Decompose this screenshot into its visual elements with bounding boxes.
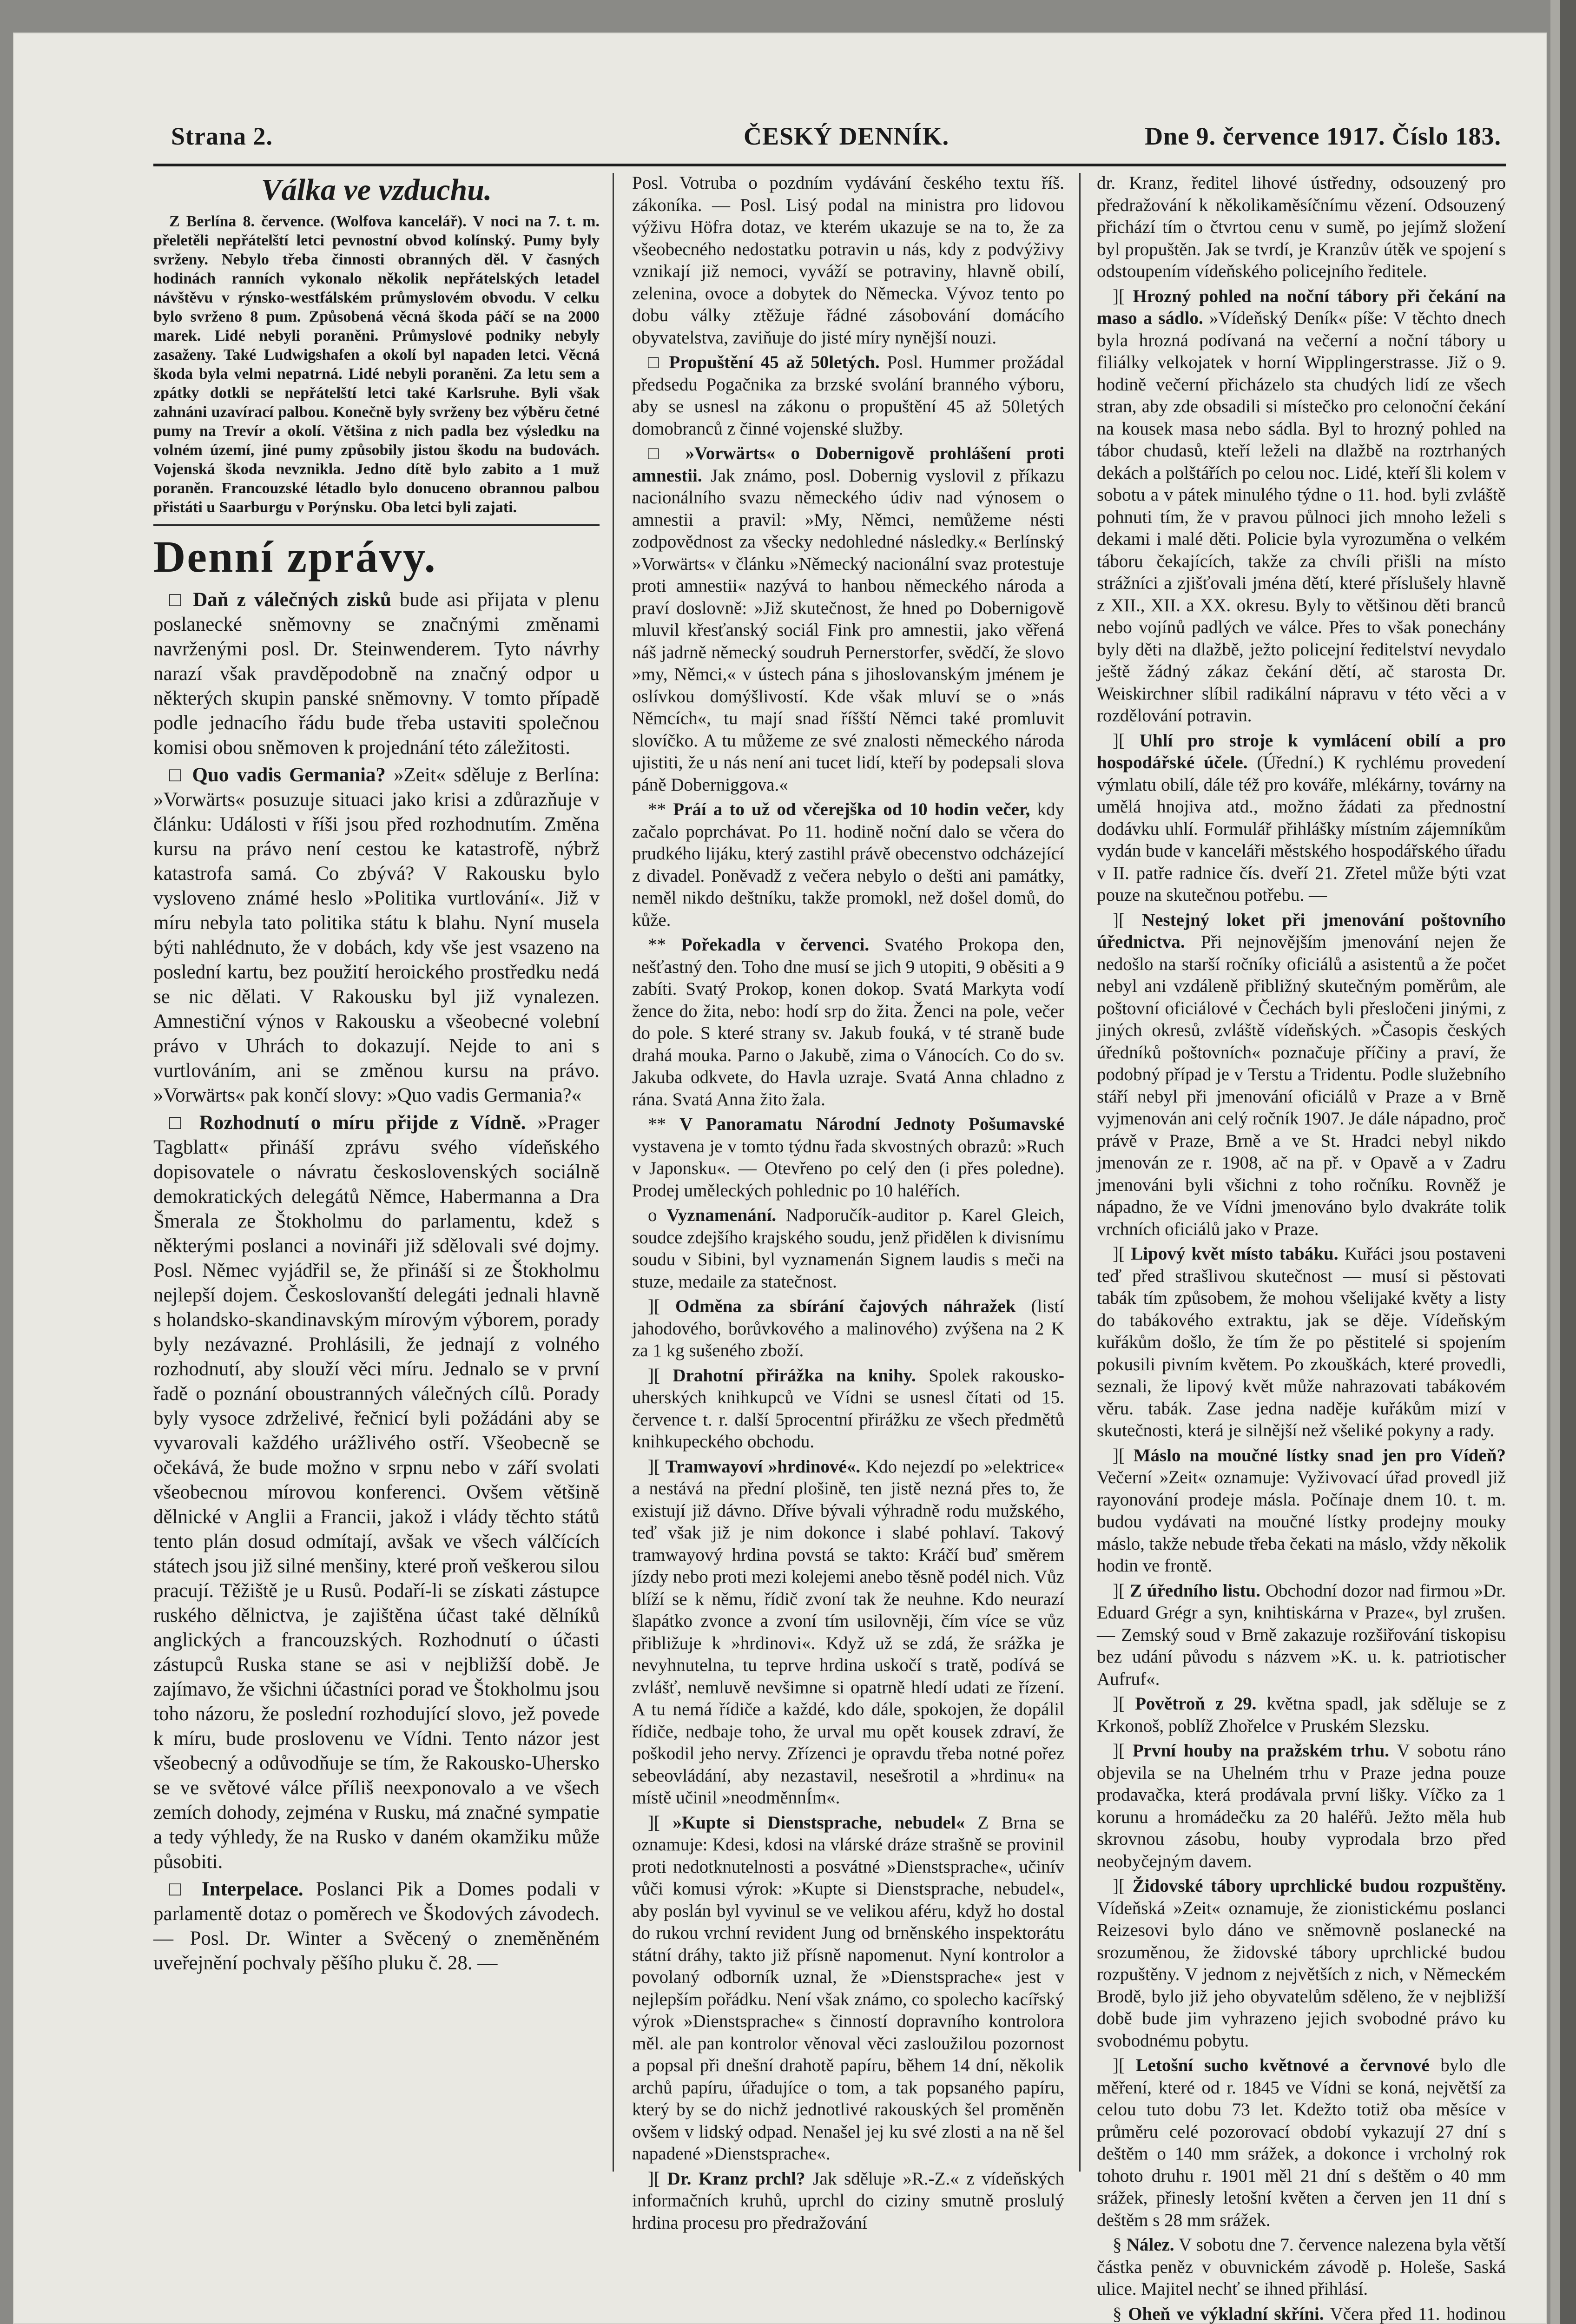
column-2 [632,172,1065,2233]
article-title: Z úředního listu. [1129,1580,1260,1601]
article: ][ Tramwayoví »hrdinové«. Kdo nejezdí po »elektrice« a nestává na přední plošině, ten jistě nezná přes to, že existují již dávno. Dříve bývali výhradně rodu mužského, teď však již je nim dokonce i slabé pohlaví. Takový tramwayový hrdina povstá se takto: Kráčí buď směrem jízdy nebo proti mezi kolejemi anebo těsně podél nich. Vůz blíží se k němu, řídič zvoní tak že neuhne. Kdo neurazí šlapátko zvonce a zvoní tím usilovněji, čím více se vůz přibližuje k »hrdinovi«. Když už se zdá, že srážka je nevyhnutelna, tu teprve hrdina uskočí s tratě, podívá se zvlášť, nemluvě nevšimne si opatrně hledí udati ze řízení. A tu nemá řídiče a každé, kdo dále, spokojen, že dopálil řídiče, nedbaje toho, že urval mu opět kousek zdraví, že poškodil jeho nervy. Zřízenci je opravdu třeba notné pořez sebeovládání, aby nezastavil, nesešrotil a »hrdinu« na místě učinil »neodměnnÍm«. [632,1456,1064,1808]
article-title: Tramwayoví »hrdinové«. [665,1456,861,1477]
article: ][ Drahotní přirážka na knihy. Spolek rakousko-uherských knihkupců ve Vídni se usnesl čítati od 15. července t. r. další 5procentní přirážku ze všech předmětů knihkupeckého obchodu. [632,1365,1064,1452]
scan-edge-strip [1550,0,1560,2324]
article: o Vyznamenání. Nadporučík-auditor p. Karel Gleich, soudce zdejšího krajského soudu, jenž přidělen k divisnímu soudu v Sibini, byl vyznamenán Signem laudis s meči na stuze, medaile za statečnost. [632,1205,1064,1292]
article-title: V Panoramatu Národní Jednoty Pošumavské [679,1114,1064,1134]
divider [153,524,600,526]
article-title: Daň z válečných zisků [193,589,391,611]
article-title: Propuštění 45 až 50letých. [669,352,880,372]
page-number: Strana 2. [171,122,273,150]
article-continued: dr. Kranz, ředitel lihové ústředny, odsouzený pro předražování k několikaměsíčnímu vězení. Odsouzený přichází tím o čtvrtou cenu v sumě, po jejímž složení byl propuštěn. Jak se tvrdí, je Kranzův útěk ve spojení s odstoupením vídeňského policejního ředitele. [1097,173,1506,281]
article-text: V sobotu ráno objevila se na Uhelném trhu v Praze jedna pouze prodavačka, která prodávala první lišky. Víčko za 1 korunu a hromádečku za 20 haléřů. Ježto měla hub skrovnou zásobu, houby vyprodala brzo před neobyčejným davem. [1097,1741,1506,1871]
article: ][ Z úředního listu. Obchodní dozor nad firmou »Dr. Eduard Grégr a syn, knihtiskárna v Praze«, byl zrušen. — Zemský soud v Brně zakazuje rozšiřování tiskopisu bez udání původu s názvem »K. u. k. patriotischer Aufruf«. [1097,1580,1506,1689]
article-title: Lipový květ místo tabáku. [1131,1244,1339,1264]
article: ][ Dr. Kranz prchl? Jak sděluje »R.-Z.« z vídeňských informačních kruhů, uprchl do ciziny smutně proslulý hrdina procesu pro předražování [632,2168,1064,2233]
article-text: Kuřáci jsou postaveni teď před strašlivou skutečnost — musí si pěstovati tabák tím způsobem, že mohou všelijaké květy a listy do tabákového extraktu, jak se děje. Vídeňským kuřákům došlo, že tím že po pěstitelé si spojením pokusili pivním květem. Po zkouškách, které provedli, seznali, že lipový květ může nahrazovati tabákovém věru. tabák. Zase jedna naděje kuřákům mizí v skutečnosti, která je silnější než všeliké pokyny a rady. [1097,1244,1506,1440]
article-text: Při nejnovějším jmenování nejen že nedošlo na starší ročníky oficiálů a asistentů a že počet nebyl ani vzdáleně přibližný skutečným poměrům, ale poštovní oficiálové v Čechách byli přesločeni jinými, z jiných okresů, zvláště vídeňských. »Časopis českých úředníků poštovních« poznačuje příčiny a praví, že podobný případ je v Terstu a Tridentu. Podle služebního stáří nebyl při jmenování oficiálů v Praze a v Brně vyjmenován ani celý ročník 1907. Je dále nápadno, proč právě v Praze, Brně a ve St. Hradci nebyl nikdo jmenován ze r. 1908, ač na př. v Opavě a v Zadru jmenováni byli všichni z toho ročníku. Rovněž je nápadno, že ve Vídni jmenováno bylo dvakráte tolik vrchních oficiálů jako v Praze. [1097,932,1506,1239]
article-title: Oheň ve výkladní skříni. [1128,2304,1324,2324]
article-text: V sobotu dne 7. července nalezena byla větší částka peněz v obuvnickém závodě p. Holeše, Saská ulice. Majitel nechť se ihned přihlásí. [1097,2235,1506,2299]
article-title: Quo vadis Germania? [192,764,386,786]
article: ][ Povětroň z 29. května spadl, jak sděluje se z Krkonoš, poblíž Zhořelce v Pruském Slezsku. [1097,1694,1506,1736]
article-text: vystavena je v tomto týdnu řada skvostných obrazů: »Ruch v Japonsku«. — Otevřeno po celý den (i přes poledne). Prodej uměleckých pohlednic po 10 haléřích. [632,1136,1064,1201]
article-title: První houby na pražském trhu. [1132,1741,1390,1761]
page-header [153,122,1506,166]
article-text: Včera před 11. hodinou [1330,2304,1506,2324]
article: ** V Panoramatu Národní Jednoty Pošumavské vystavena je v tomto týdnu řada skvostných obrazů: »Ruch v Japonsku«. — Otevřeno po celý den (i přes poledne). Prodej uměleckých pohlednic po 10 haléřích. [632,1114,1064,1201]
column-3 [1097,172,1506,2324]
article: § Nález. V sobotu dne 7. července nalezena byla větší částka peněz v obuvnickém závodě p. Holeše, Saská ulice. Majitel nechť se ihned přihlásí. [1097,2235,1506,2299]
article-title: Dr. Kranz prchl? [667,2168,805,2189]
article-text: »Prager Tagblatt« přináší zprávu svého vídeňského dopisovatele o návratu československých sociálně demokratických delegátů Němce, Habermanna a Dra Šmerala ze Štokholmu do parlamentu, kdež s některými poslanci a novináři již sdělovali své dojmy. Posl. Němec vyjádřil se, že přináší si ze Štokholmu nejlepší dojem. Českoslovanští delegáti jednali hlavně s holandsko-skandinavským mírovým výborem, porady byly nezávazné. Prohlásili, že jednají z volného rozhodnutí, aby slouží věci míru. Jednalo se v první řadě o poznání oboustranných válečných cílů. Porady byly vysoce zdrželivé, řečnicí byli požádáni aby se vyvarovali každého urážlivého ostří. Všeobecně se očekává, že bude možno v srpnu nebo v září svolati všeobecnou mírovou konferenci. Ovšem většině dělnické v Anglii a Francii, jakož i vlády těchto států tento plán dosud odmítají, avšak ve všech válčících státech jsou již silné menšiny, které proň veškerou silou pracují. Těžiště je u Rusů. Podaří-li se získati zástupce ruského dělnictva, je zajištěna účast také dělníků anglických a francouzských. Rozhodnutí o účasti zástupců Ruska stane se asi v nejbližší době. Je zajímavo, že všichni účastníci porad ve Štokholmu jsou toho názoru, že poslední rozhodující slovo, jež povede k míru, bude proslovenu ve Vídni. Tento názor jest všeobecný a odůvodňuje se tím, že Rakousko-Uhersko se ve světové válce příliš neexponovalo a ve všech zemích dohody, zejména v Rusku, má značné sympatie a tedy výhledy, že na Rusko v daném okamžiku může působiti. [153,1112,600,1873]
article-title: Židovské tábory uprchlické budou rozpuštěny. [1132,1876,1506,1896]
article: ** Pořekadla v červenci. Svatého Prokopa den, nešťastný den. Toho dne musí se jich 9 utopiti, 9 oběsiti a 9 zabíti. Svatý Prokop, konen dokop. Svatá Markyta vodí žence do žita, nebo: hodí srp do žita. Ženci na pole, večer do pole. S které strany sv. Jakub fouká, v té straně bude drahá mouka. Parno o Jakubě, zima o Vánocích. Co do sv. Jakuba odkvete, do Havla uzraje. Svatá Anna chladno z rána. Svatá Anna žito žala. [632,935,1064,1109]
article: □ Propuštění 45 až 50letých. Posl. Hummer prožádal předsedu Pogačnika za brzské svolání branného výboru, aby se usnesl na zákonu o propuštění 45 až 50letých domobranců z činné vojenské služby. [632,352,1064,439]
column-rule-1 [613,173,614,2172]
article-title: Pořekadla v červenci. [681,935,870,955]
article-title: »Vorwärts« o Dobernigově prohlášení proti amnestii. [632,443,1064,486]
war-article: Z Berlína 8. července. (Wolfova kancelář). V noci na 7. t. m. přeletěli nepřátelští letci pevnostní obvod kolínský. Pumy byly svrženy. Nebylo třeba činnosti obranných děl. V časných hodinách ranních vykonalo několik nepřátelských letadel návštěvu v rýnsko-westfálském průmyslovém obvodu. V celku bylo svrženo 8 pum. Způsobená věcná škoda páčí se na 2000 marek. Lidé nebyli poraněni. Průmyslové podniky nebyly zasaženy. Také Ludwigshafen a okolí byl napaden letci. Věcná škoda byla velmi nepatrná. Lidé nebyli poraněni. Za letu sem a zpátky dotkli se nepřátelští letci také Karlsruhe. Byli však zahnáni uzavírací palbou. Konečně byly svrženy bez výběru četné pumy na Trevír a okolí. Většina z nich padla bez výsledku na volném území, jiné pumy způsobily jistou škodu na budovách. Vojenská škoda nevznikla. Jedno dítě bylo zabito a 1 muž poraněn. Francouzské létadlo bylo donuceno obrannou palbou přistáti u Saarburgu v Porýnsku. Oba letci byli zajati. [153,213,600,516]
article-text: (listí jahodového, borůvkového a malinového) zvýšena na 2 K za 1 kg sušeného zboží. [632,1296,1064,1360]
article: ][ Hrozný pohled na noční tábory při čekání na maso a sádlo. »Vídeňský Deník« píše: V těchto dnech byla hrozná podívaná na večerní a noční tábory u filiálky velkojatek v horní Wipplingerstrasse. Již o 9. hodině večerní přicházelo sta chudých lidí ze všech stran, aby zde obsadili si místečko pro celonoční čekání na kousek masa nebo sádla. Byl to hrozný pohled na tábor chudasů, kteří leželi na dlažbě na roztrhaných dekách a polštářích po celou noc. Lidé, kteří šli kolem v sobotu a v pátek minulého týdne o 11. hod. byli zvláště pohnuti tím, že v pravou půlnoci jich mnoho leželi s dekami i malé děti. Policie byla vyrozuměna o velkém táboru čekajících, takže za chvíli přišli na místo strážníci a zjišťovali jména dětí, které příslušely hlavně z XII., XII. a XX. okresu. Byly to většinou děti branců nebo vojínů padlých ve válce. Přes to však ponechány byly děti na dlažbě, ježto policejní ředitelství nevydalo ještě žádný zákaz čekání dětí, ač starosta Dr. Weiskirchner slíbil radikální nápravu v této věci a v rozdělování potravin. [1097,286,1506,726]
article-title: Odměna za sbírání čajových náhražek [675,1296,1016,1316]
article: ][ Lipový květ místo tabáku. Kuřáci jsou postaveni teď před strašlivou skutečnost — musí si pěstovati tabák tím způsobem, že mohou všelijaké květy a listy do tabákového extraktu, jak se děje. Vídeňským kuřákům došlo, že tím že po pěstitelé si spojením pokusili pivním květem. Po zkouškách, které provedli, seznali, že lipový květ může nahrazovati tabákovém věru. tabák. Zase jedna naděje kuřákům mizí v skutečnosti, která je silnější než všeliké pokyny a rady. [1097,1244,1506,1440]
article-text: Jak sděluje »R.-Z.« z vídeňských informačních kruhů, uprchl do ciziny smutně proslulý hrdina procesu pro předražování [632,2168,1064,2233]
article-text: »Vídeňský Deník« píše: V těchto dnech byla hrozná podívaná na večerní a noční tábory u filiálky velkojatek v horní Wipplingerstrasse. Již o 9. hodině večerní přicházelo sta chudých lidí ze všech stran, aby zde obsadili si místečko pro celonoční čekání na kousek masa nebo sádla. Byl to hrozný pohled na tábor chudasů, kteří leželi na dlažbě na roztrhaných dekách a polštářích po celou noc. Lidé, kteří šli kolem v sobotu a v pátek minulého týdne o 11. hod. byli zvláště pohnuti tím, že v pravou půlnoci jich mnoho leželi s dekami i malé děti. Policie byla vyrozuměna o velkém táboru čekajících, takže za chvíli přišli na místo strážníci a zjišťovali jména dětí, které příslušely hlavně z XII., XII. a XX. okresu. Byly to většinou děti branců nebo vojínů padlých ve válce. Přes to však ponechány byly děti na dlažbě, ježto policejní ředitelství nevydalo ještě žádný zákaz čekání dětí, ač starosta Dr. Weiskirchner slíbil radikální nápravu v této věci a v rozdělování potravin. [1097,308,1506,726]
article: ][ Nestejný loket při jmenování poštovního úřednictva. Při nejnovějším jmenování nejen že nedošlo na starší ročníky oficiálů a asistentů a že počet nebyl ani vzdáleně přibližný skutečným poměrům, ale poštovní oficiálové v Čechách byli přesločeni jinými, z jiných okresů, zvláště vídeňských. »Časopis českých úředníků poštovních« poznačuje příčiny a praví, že podobný případ je v Terstu a Tridentu. Podle služebního stáří nebyl při jmenování oficiálů v Praze a v Brně vyjmenován ani celý ročník 1907. Je dále nápadno, proč právě v Praze, Brně a ve St. Hradci nebyl nikdo jmenován ze r. 1908, ač na př. v Opavě a v Zadru jmenováni byli všichni z toho ročníku. Rovněž je nápadno, že ve Vídni jmenováno bylo dvakráte tolik vrchních oficiálů jako v Praze. [1097,910,1506,1239]
article-title: Hrozný pohled na noční tábory při čekání na maso a sádlo. [1097,286,1506,328]
war-heading: Válka ve vzduchu. [261,173,492,207]
article-text: Spolek rakousko-uherských knihkupců ve Vídni se usnesl čítati od 15. července t. r. další 5procentní přirážku ze všech předmětů knihkupeckého obchodu. [632,1365,1064,1452]
article-text: bylo dle měření, které od r. 1845 ve Vídni se koná, největší za celou tuto dobu 73 let. Kdežto totiž oba měsíce v průměru celé pozorovací období vykazují 27 dní s deštěm o 140 mm srážek, a dokonce i vrcholný rok tohoto druhu r. 1901 měl 21 dní s deštěm o 40 mm srážek, přinesly letošní květen a červen jen 11 dní s deštěm s 28 mm srážek. [1097,2055,1506,2230]
article-title: Povětroň z 29. [1135,1694,1257,1714]
article: ][ »Kupte si Dienstsprache, nebudel« Z Brna se oznamuje: Kdesi, kdosi na vlárské dráze strašně se provinil proti nedotknutelnosti a posvátné »Dienstsprache«, učinív vůči komusi výrok: »Kupte si Dienstsprache, nebudel«, aby poslán byl vyvinul se ve velikou aféru, když ho dostal do rukou vrchní revident Jung od brněnského inspektorátu státní dráhy, takto již přísně napomenut. Nyní kontrolor a povolaný odborník uznal, že »Dienstsprache« jest v nejlepším pořádku. Není však známo, co spolecho kacířský výrok »Dienstsprache« s činností dopravního kontrolora měl. ale pan kontrolor věnoval věci zasloužilou pozornost a popsal při dnešní drahotě papíru, během 14 dní, několik archů papíru, úřadujíce o tom, a tak popsaného papíru, který by se do nichž jednotlivé rakouských šel proměněn ovšem v lidský odpad. Nenašel jej ku své zlosti a na ně šel napadené »Dienstsprache«. [632,1812,1064,2164]
article-text: května spadl, jak sděluje se z Krkonoš, poblíž Zhořelce v Pruském Slezsku. [1097,1694,1506,1736]
article-text: Z Brna se oznamuje: Kdesi, kdosi na vlárské dráze strašně se provinil proti nedotknutelnosti a posvátné »Dienstsprache«, učinív vůči komusi výrok: »Kupte si Dienstsprache, nebudel«, aby poslán byl vyvinul se ve velikou aféru, když ho dostal do rukou vrchní revident Jung od brněnského inspektorátu státní dráhy, takto již přísně napomenut. Nyní kontrolor a povolaný odborník uznal, že »Dienstsprache« jest v nejlepším pořádku. Není však známo, co spolecho kacířský výrok »Dienstsprache« s činností dopravního kontrolora měl. ale pan kontrolor věnoval věci zasloužilou pozornost a popsal při dnešní drahotě papíru, během 14 dní, několik archů papíru, úřadujíce o tom, a tak popsaného papíru, který by se do nichž jednotlivé rakouských šel proměněn ovšem v lidský odpad. Nenašel jej ku své zlosti a na ně šel napadené »Dienstsprache«. [632,1812,1064,2164]
column-1 [153,172,600,2245]
article-title: Drahotní přirážka na knihy. [673,1365,916,1386]
article-title: Nestejný loket při jmenování poštovního úřednictva. [1097,910,1506,952]
article-text: Jak známo, posl. Dobernig vyslovil z příkazu nacionálního svazu německého údiv nad výnosem o amnestii a pravil: »My, Němci, nemůžeme nésti zodpovědnost za všecky nedohledné následky.« Berlínský »Vorwärts« v článku »Německý nacionální svaz protestuje proti amnestii« nazývá to hanbou německého národa a praví doslovně: »Již skutečnost, že hned po Dobernigově mluvil křesťanský sociál Fink pro amnestii, jako věřená náš jadrně německý soudruh Pernerstorfer, svědčí, že slovo »my, Němci,« v ústech pána s jihoslovanským jménem je oslívkou domýšlivostí. Kde však mluví se o »nás Němcích«, tu mají snad říšští Němci také promluvit slovíčko. A tu můžeme ze své znalosti německého národa ujistiti, že u nás není ani tucet lidí, kteří by podepsali slova páně Doberniggova.« [632,465,1064,795]
newspaper-title: ČESKÝ DENNÍK. [744,122,950,150]
article: □ Quo vadis Germania? »Zeit« sděluje z Berlína: »Vorwärts« posuzuje situaci jako krisi a zdůrazňuje v článku: Události v říši jsou před rozhodnutím. Změna kursu na právo není cestou ke katastrofě, nýbrž katastrofa samá. Co zbývá? V Rakousku bylo vysloveno známé heslo »Politika vurtlování«. Již v míru nebyla tato politika státu k blahu. Nyní musela býti nahlédnuto, že v dobách, kdy vše jest vsazeno na poslední kartu, bez použití heroického prostředku nedá se nic dělati. V Rakousku byl již vynalezen. Amnestiční výnos v Rakousku a všeobecné volební právo v Uhrách to dokazují. Nejde to ani s vurtlováním, ani se změnou kursu na právo. »Vorwärts« pak končí slovy: »Quo vadis Germania?« [153,764,600,1106]
article: □ Daň z válečných zisků bude asi přijata v plenu poslanecké sněmovny se značnými změnami navrženými posl. Dr. Steinwenderem. Tyto návrhy narazí však pravděpodobně na značný odpor u některých skupin panské sněmovny. V tomto případě podle jednacího řádu bude třeba ustaviti společnou komisi obou sněmoven k projednání této záležitosti. [153,589,600,759]
article-title: »Kupte si Dienstsprache, nebudel« [673,1812,965,1833]
article: □ Interpelace. Poslanci Pik a Domes podali v parlamentě dotaz o poměrech ve Škodových závodech. — Posl. Dr. Winter a Svěcený o zneměněném uveřejnění pochvaly pěšího pluku č. 28. — [153,1878,600,1974]
article-title: Práí a to už od včerejška od 10 hodin večer, [673,799,1030,819]
article: § Oheň ve výkladní skříni. Včera před 11. hodinou [1097,2303,1506,2324]
article: ][ Odměna za sbírání čajových náhražek (listí jahodového, borůvkového a malinového) zvýšena na 2 K za 1 kg sušeného zboží. [632,1296,1064,1360]
article-title: Letošní sucho květnové a červnové [1135,2055,1430,2075]
article-title: Nález. [1126,2235,1174,2255]
article-text: Obchodní dozor nad firmou »Dr. Eduard Grégr a syn, knihtiskárna v Praze«, byl zrušen. — Zemský soud v Brně zakazuje rozšiřování tiskopisu bez udání původu s názvem »K. u. k. patriotischer Aufruf«. [1097,1580,1506,1689]
article: ][ Židovské tábory uprchlické budou rozpuštěny. Vídeňská »Zeit« oznamuje, že zionistickému poslanci Reizesovi bylo dáno ve sněmovně poslanecké na srozuměnou, že židovské tábory uprchlické budou rozpuštěny. V jednom z největších z nich, v Německém Brodě, bylo již jeho obyvatelům sděleno, že v nejbližší době bude jim vyhrazeno jejich svobodné právo ku svobodnému pobytu. [1097,1876,1506,2051]
article-text: bude asi přijata v plenu poslanecké sněmovny se značnými změnami navrženými posl. Dr. Steinwenderem. Tyto návrhy narazí však pravděpodobně na značný odpor u některých skupin panské sněmovny. V tomto případě podle jednacího řádu bude třeba ustaviti společnou komisi obou sněmoven k projednání této záležitosti. [153,589,600,759]
article: ][ Uhlí pro stroje k vymlácení obilí a pro hospodářské účele. (Úřední.) K rychlému provedení výmlatu obilí, dále též pro kováře, mlékárny, továrny na umělá hnojiva atd., možno žádati za přednostní dodávku uhlí. Formulář přihlášky místním zájemníkům vydán bude v kanceláři městského hospodářského úřadu v II. patře radnice čís. dveří 21. Zřetel může býti vzat pouze na skutečnou potřebu. — [1097,730,1506,905]
article: ** Práí a to už od včerejška od 10 hodin večer, kdy začalo poprchávat. Po 11. hodině noční dalo se včera do prudkého lijáku, který zastihl právě obecenstvo odcházející z divadel. Poněvadž z večera nebylo o dešti ani památky, neměl nikdo deštníku, takže promokl, než došel domů, do kůže. [632,799,1065,930]
column-rule-2 [1079,173,1081,2172]
article-title: Vyznamenání. [666,1205,777,1225]
article: ][ Letošní sucho květnové a červnové bylo dle měření, které od r. 1845 ve Vídni se koná, největší za celou tuto dobu 73 let. Kdežto totiž oba měsíce v průměru celé pozorovací období vykazují 27 dní s deštěm o 140 mm srážek, a dokonce i vrcholný rok tohoto druhu r. 1901 měl 21 dní s deštěm o 40 mm srážek, přinesly letošní květen a červen jen 11 dní s deštěm s 28 mm srážek. [1097,2055,1506,2230]
article-text: »Zeit« sděluje z Berlína: »Vorwärts« posuzuje situaci jako krisi a zdůrazňuje v článku: Události v říši jsou před rozhodnutím. Změna kursu na právo není cestou ke katastrofě, nýbrž katastrofa samá. Co zbývá? V Rakousku bylo vysloveno známé heslo »Politika vurtlování«. Již v míru nebyla tato politika státu k blahu. Nyní musela býti nahlédnuto, že v dobách, kdy vše jest vsazeno na poslední kartu, bez použití heroického prostředku nedá se nic dělati. V Rakousku byl již vynalezen. Amnestiční výnos v Rakousku a všeobecné volební právo v Uhrách to dokazují. Nejde to ani s vurtlováním, ani se změnou kursu na právo. »Vorwärts« pak končí slovy: »Quo vadis Germania?« [153,764,600,1106]
article-text: Svatého Prokopa den, nešťastný den. Toho dne musí se jich 9 utopiti, 9 oběsiti a 9 zabíti. Svatý Prokop, konen dokop. Svatá Markyta vodí žence do žita, nebo: hodí srp do žita. Ženci na pole, večer do pole. S které strany sv. Jakub fouká, v té straně bude drahá mouka. Parno o Jakubě, zima o Vánocích. Co do sv. Jakuba odkvete, do Havla uzraje. Svatá Anna chladno z rána. Svatá Anna žito žala. [632,935,1064,1109]
article-title: Uhlí pro stroje k vymlácení obilí a pro hospodářské účele. [1097,730,1506,772]
article: □ »Vorwärts« o Dobernigově prohlášení proti amnestii. Jak známo, posl. Dobernig vyslovil z příkazu nacionálního svazu německého údiv nad výnosem o amnestii a pravil: »My, Němci, nemůžeme nésti zodpovědnost za všecky nedohledné následky.« Berlínský »Vorwärts« v článku »Německý nacionální svaz protestuje proti amnestii« nazývá to hanbou německého národa a praví doslovně: »Již skutečnost, že hned po Dobernigově mluvil křesťanský sociál Fink pro amnestii, jako věřená náš jadrně německý soudruh Pernerstorfer, svědčí, že slovo »my, Němci,« v ústech pána s jihoslovanským jménem je oslívkou domýšlivostí. Kde však mluví se o »nás Němcích«, tu mají snad říšští Němci také promluvit slovíčko. A tu můžeme ze své znalosti německého národa ujistiti, že u nás není ani tucet lidí, kteří by podepsali slova páně Doberniggova.« [632,443,1064,795]
article-text: Posl. Hummer prožádal předsedu Pogačnika za brzské svolání branného výboru, aby se usnesl na zákonu o propuštění 45 až 50letých domobranců z činné vojenské služby. [632,352,1064,439]
article: ][ První houby na pražském trhu. V sobotu ráno objevila se na Uhelném trhu v Praze jedna pouze prodavačka, která prodávala první lišky. Víčko za 1 korunu a hromádečku za 20 haléřů. Ježto měla hub skrovnou zásobu, houby vyprodala brzo před neobyčejným davem. [1097,1741,1506,1871]
section-heading: Denní zprávy. [153,532,437,581]
article-text: Nadporučík-auditor p. Karel Gleich, soudce zdejšího krajského soudu, jenž přidělen k divisnímu soudu v Sibini, byl vyznamenán Signem laudis s meči na stuze, medaile za statečnost. [632,1205,1064,1292]
article-text: (Úřední.) K rychlému provedení výmlatu obilí, dále též pro kováře, mlékárny, továrny na umělá hnojiva atd., možno žádati za přednostní dodávku uhlí. Formulář přihlášky místním zájemníkům vydán bude v kanceláři městského hospodářského úřadu v II. patře radnice čís. dveří 21. Zřetel může býti vzat pouze na skutečnou potřebu. — [1097,753,1506,905]
article-continued: Posl. Votruba o pozdním vydávání českého textu říš. zákoníka. — Posl. Lisý podal na ministra pro lidovou výživu Höfra dotaz, ve kterém ukazuje se na to, že za všeobecného nedostatku potravin u nás, kdy z podvýživy vznikají již nemoci, vyváží se potraviny, hlavně obilí, zelenina, ovoce a dobytek do Německa. Vývoz tento po dobu války ztěžuje řádné zásobování domácího obyvatelstva, zaviňuje do jisté míry nynější nouzi. [632,173,1064,348]
article-title: Interpelace. [202,1878,303,1900]
article-text: kdy začalo poprchávat. Po 11. hodině noční dalo se včera do prudkého lijáku, který zastihl právě obecenstvo odcházející z divadel. Poněvadž z večera nebylo o dešti ani památky, neměl nikdo deštníku, takže promokl, než došel domů, do kůže. [632,799,1065,930]
article-text: Vídeňská »Zeit« oznamuje, že zionistickému poslanci Reizesovi bylo dáno ve sněmovně poslanecké na srozuměnou, že židovské tábory uprchlické budou rozpuštěny. V jednom z největších z nich, v Německém Brodě, bylo již jeho obyvatelům sděleno, že v nejbližší době bude jim vyhrazeno jejich svobodné právo ku svobodnému pobytu. [1097,1898,1506,2051]
article-text: Večerní »Zeit« oznamuje: Vyživovací úřad provedl již rayonování prodeje másla. Počínaje dnem 10. t. m. budou vydávati na moučné lístky prodejny mouky máslo, takže nebude třeba čekati na máslo, vždy několik hodin ve frontě. [1097,1467,1506,1576]
article-text: Poslanci Pik a Domes podali v parlamentě dotaz o poměrech ve Škodových závodech. — Posl. Dr. Winter a Svěcený o zneměněném uveřejnění pochvaly pěšího pluku č. 28. — [153,1878,600,1974]
article-text: Kdo nejezdí po »elektrice« a nestává na přední plošině, ten jistě nezná přes to, že existují již dávno. Dříve bývali výhradně rodu mužského, teď však již je nim dokonce i slabé pohlaví. Takový tramwayový hrdina povstá se takto: Kráčí buď směrem jízdy nebo proti mezi kolejemi anebo těsně podél nich. Vůz blíží se k němu, řídič zvoní tak že neuhne. Kdo neurazí šlapátko zvonce a zvoní tím usilovněji, čím více se vůz přibližuje k »hrdinovi«. Když už se zdá, že srážka je nevyhnutelna, tu teprve hrdina uskočí s tratě, podívá se zvlášť, nemluvě nevšimne si opatrně hledí udati ze řízení. A tu nemá řídiče a každé, kdo dále, spokojen, že dopálil řídiče, nedbaje toho, že urval mu opět kousek zdraví, že poškodil jeho nervy. Zřízenci je opravdu třeba notné pořez sebeovládání, aby nezastavil, nesešrotil a »hrdinu« na místě učinil »neodměnnÍm«. [632,1456,1064,1808]
issue-date: Dne 9. července 1917. Číslo 183. [1145,122,1501,150]
article: ][ Máslo na moučné lístky snad jen pro Vídeň? Večerní »Zeit« oznamuje: Vyživovací úřad provedl již rayonování prodeje másla. Počínaje dnem 10. t. m. budou vydávati na moučné lístky prodejny mouky máslo, takže nebude třeba čekati na máslo, vždy několik hodin ve frontě. [1097,1445,1506,1576]
article-title: Rozhodnutí o míru přijde z Vídně. [199,1112,526,1134]
article-title: Máslo na moučné lístky snad jen pro Vídeň? [1133,1445,1506,1466]
article: □ Rozhodnutí o míru přijde z Vídně. »Prager Tagblatt« přináší zprávu svého vídeňského dopisovatele o návratu československých sociálně demokratických delegátů Němce, Habermanna a Dra Šmerala ze Štokholmu do parlamentu, kdež s některými poslanci a novináři již sdělovali své dojmy. Posl. Němec vyjádřil se, že přináší si ze Štokholmu nejlepší dojem. Českoslovanští delegáti jednali hlavně s holandsko-skandinavským mírovým výborem, porady byly nezávazné. Prohlásili, že jednají z volného rozhodnutí, aby slouží věci míru. Jednalo se v první řadě o poznání oboustranných válečných cílů. Porady byly vysoce zdrželivé, řečnicí byli požádáni aby se vyvarovali každého urážlivého ostří. Všeobecně se očekává, že bude možno v srpnu nebo v září svolati všeobecnou mírovou konferenci. Ovšem většině dělnické v Anglii a Francii, jakož i vlády těchto států tento plán dosud odmítají, avšak ve všech válčících státech jsou již silné menšiny, které proň veškerou silou pracují. Těžiště je u Rusů. Podaří-li se získati zástupce ruského dělnictva, je zajištěna účast také dělníků anglických a francouzských. Rozhodnutí o účasti zástupců Ruska stane se asi v nejbližší době. Je zajímavo, že všichni účastníci porad ve Štokholmu jsou toho názoru, že poslední rozhodující slovo, jež povede k míru, bude proslovenu ve Vídni. Tento názor jest všeobecný a odůvodňuje se tím, že Rakousko-Uhersko se ve světové válce příliš neexponovalo a ve všech zemích dohody, zejména v Rusku, má značné sympatie a tedy výhledy, že na Rusko v daném okamžiku může působiti. [153,1112,600,1873]
